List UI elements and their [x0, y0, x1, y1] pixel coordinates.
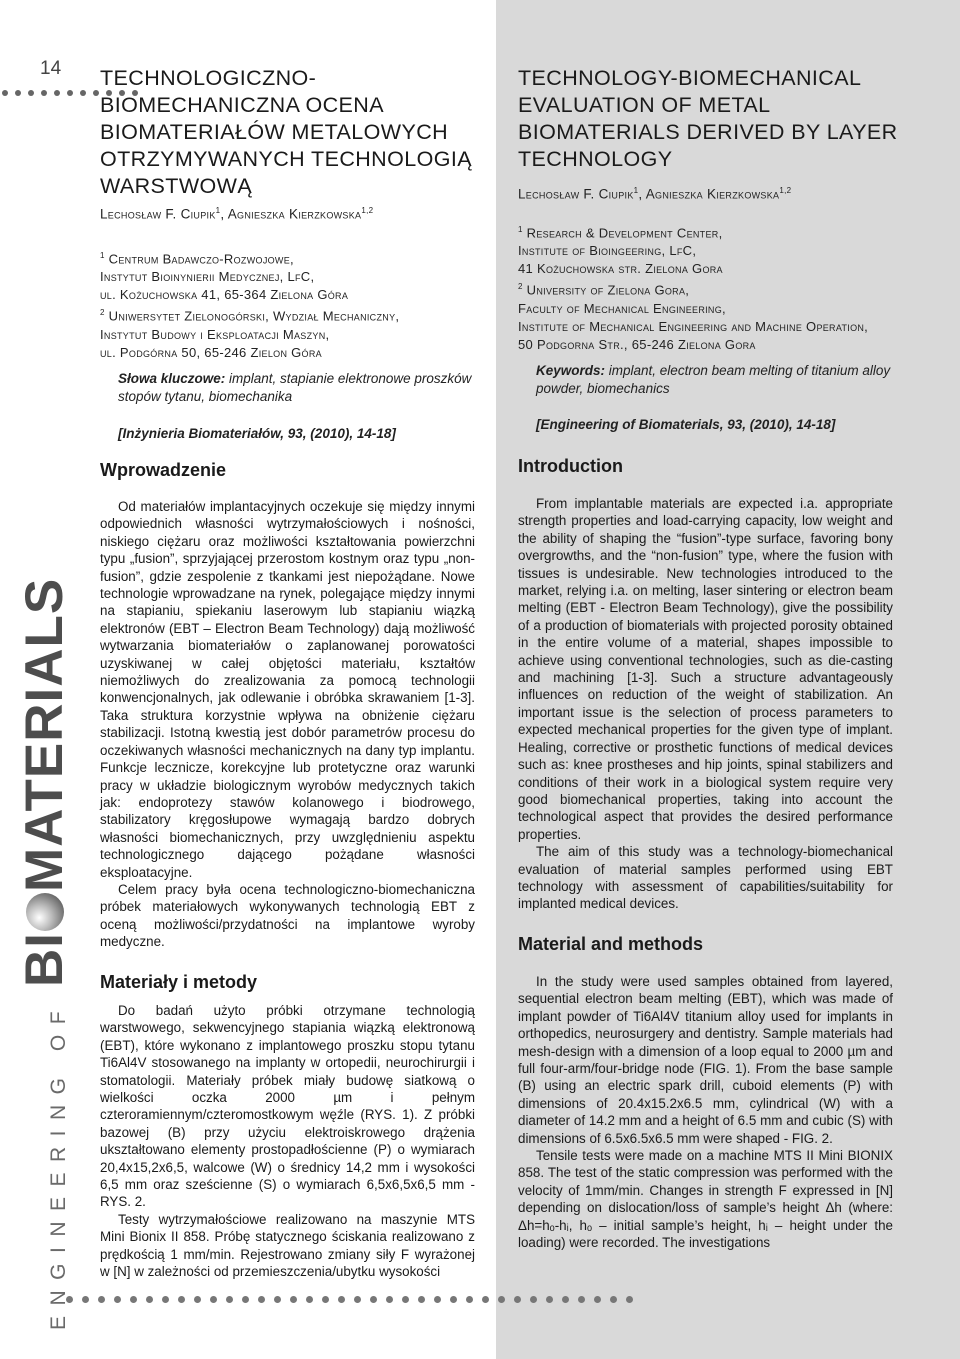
affiliations-polish	[100, 247, 490, 362]
paragraph: The aim of this study was a technology-biomechanical evaluation of material samples performed using EBT technology with assessment of capabilities/suitability for implanted medical devices.	[518, 844, 893, 912]
heading-methods-polish: Materiały i metody	[100, 972, 258, 992]
body-intro-polish	[100, 498, 475, 951]
affil-line: $^2$ University of Zielona Gora,	[518, 282, 690, 298]
paragraph: Tensile tests were made on a machine MTS II Mini BIONIX 858. The test of the static compression was performed with the velocity of 1mm/min. Changes in strength F expressed in [N] depending on dislocation/loss of sample’s height Δh (where: Δh=hₒ-hᵢ, hₒ – initial sample’s height, hᵢ – height under the loading) were recorded. The investigations	[518, 1148, 893, 1251]
brand-small-text: ENGINEERING OF	[47, 1000, 70, 1330]
brand-big-suffix: MATERIALS	[15, 577, 74, 892]
authors-polish: Lechosław F. Ciupik$^1$, Agnieszka Kierzkowska$^{1,2}$	[100, 206, 374, 222]
heading-intro-english: Introduction	[518, 456, 623, 476]
paragraph: Celem pracy była ocena technologiczno-biomechaniczna próbek materiałowych wykonywanych technologią EBT z oceną możliwości/przydatności na implantowe wyroby medyczne.	[100, 881, 475, 950]
paragraph: Testy wytrzymałościowe realizowano na maszynie MTS Mini Bionix II 858. Próbę statycznego ściskania realizowano z prędkością 1 mm/min. Rejestrowano zmiany siły F wyrażonej w [N] w zależności od przemieszczenia/ubytku wysokości	[100, 1211, 475, 1280]
brand-disc-icon	[26, 893, 64, 931]
paragraph: Od materiałów implantacyjnych oczekuje się między innymi odpowiednich własności wytrzymałościowych i nośności, niskiego ciężaru oraz możliwości kształtowania powierzchni typu „fusion”, sprzyjającej przerostom kostnym oraz typu „non-fusion”, gdzie zespolenie z tkankami jest niepożądane. Nowe technologie wprowadzane na rynek, polegające między innymi na stapianiu, spiekaniu laserowym lub stapianiu wiązką elektronów (EBT – Electron Beam Technology) dają możliwość wytwarzania biomateriałów o zaplanowanej porowatości uzyskiwanej w całej objętości materiału, kształtów niemożliwych do zrealizowania za pomocą technologii konwencjonalnych, jak odlewanie i obróbka skrawaniem [1-3]. Taka struktura korzystnie wpływa na obniżenie ciężaru stabilizacji. Istotną kwestią jest dobór parametrów procesu do oczekiwanych własności mechanicznych na dany typ implantu. Funkcje lecznicze, korekcyjne lub protetyczne oraz warunki pracy w układzie biologicznym wyrobów medycznych takich jak: endoprotezy stawów kolanowego i biodrowego, stabilizatory kręgosłupowe wymagają bardzo dobrych własności biomechanicznych, przy uwzględnieniu aspektu technologicznego dającego pożądane własności eksploatacyjne.	[100, 499, 475, 880]
body-intro-english	[518, 495, 893, 913]
paragraph: In the study were used samples obtained from layered, sequential electron beam melting (EBT), which was made of implant powder of Ti6Al4V titanium alloy used for implants in orthopedics, neurosurgery and dentistry. Sample materials had mesh-design with a dimension of a loop equal to 2000 µm and full four-arm/four-bridge node (FIG. 1). From the base sample (B) using an electric spark drill, cuboid elements (P) with dimensions of 20.4x15.2x6.5 mm, cylindrical (W) with a diameter of 14.2 mm and a height of 6.5 mm and cubic (S) with dimensions of 6.5x6.5x6.5 mm were shaped - FIG. 2.	[518, 974, 893, 1146]
body-methods-polish	[100, 1002, 475, 1281]
affil-line: $^1$ Centrum Badawczo-Rozwojowe,	[100, 251, 294, 267]
citation-polish: [Inżynieria Biomateriałów, 93, (2010), 14-18]	[118, 426, 396, 441]
journal-brand-logo	[15, 577, 74, 1330]
affil-line: Instytut Bioinynierii Medycznej, LfC,	[100, 269, 315, 285]
authors-english: Lechosław F. Ciupik$^1$, Agnieszka Kierzkowska$^{1,2}$	[518, 186, 792, 202]
affiliations-english	[518, 221, 948, 354]
affil-line: Instytut Budowy i Eksploatacji Maszyn,	[100, 326, 330, 342]
affil-line: 50 Podgorna Str., 65-246 Zielona Gora	[518, 336, 756, 352]
affil-line: Faculty of Mechanical Engineering,	[518, 300, 726, 316]
citation-english: [Engineering of Biomaterials, 93, (2010), 14-18]	[536, 417, 836, 432]
affil-line: $^2$ Uniwersytet Zielonogórski, Wydział Mechaniczny,	[100, 308, 400, 324]
paragraph: Do badań użyto próbki otrzymane technologią warstwowego, sekwencyjnego stapiania wiązką elektronową (EBT), które wykonano z implantowego proszku stopu tytanu Ti6Al4V stosowanego na implanty w ortopedii, neurochirurgii i stomatologii. Materiały próbek miały budowę siatkową o wielkości oczka 2000 µm i pełnym czteroramiennym/czteromostkowym węźle (RYS. 1). Z próbki bazowej (B) przy użyciu elektroiskrowego drążenia ukształtowano elementy prostopadłościenne (P) o wymiarach 20,4x15,2x6,5, walcowe (W) o średnicy 14,2 mm i wysokości 6,5 mm oraz sześcienne (S) o wymiarach 6,5x6,5x6,5 mm - RYS. 2.	[100, 1003, 475, 1210]
affil-line: Institute of Bioingeering, LfC,	[518, 243, 697, 259]
heading-intro-polish: Wprowadzenie	[100, 460, 227, 480]
affil-line: $^1$ Research & Development Center,	[518, 225, 723, 241]
affil-line: 41 Kożuchowska str. Zielona Gora	[518, 261, 723, 277]
affil-line: ul. Podgórna 50, 65-246 Zielon Góra	[100, 344, 322, 360]
brand-big-text	[15, 577, 74, 987]
affil-line: ul. Kożuchowska 41, 65-364 Zielona Góra	[100, 287, 349, 303]
keywords-polish: Słowa kluczowe: implant, stapianie elektronowe proszków stopów tytanu, biomechanika	[118, 371, 472, 404]
affil-line: Institute of Mechanical Engineering and Machine Operation,	[518, 318, 869, 334]
brand-big-prefix: BI	[15, 931, 74, 987]
page-number: 14	[40, 58, 62, 79]
dot-rule-bottom	[66, 1296, 633, 1303]
title-polish: TECHNOLOGICZNO-BIOMECHANICZNA OCENA BIOMATERIAŁÓW METALOWYCH OTRZYMYWANYCH TECHNOLOGIĄ WARSTWOWĄ	[100, 66, 472, 198]
body-methods-english	[518, 973, 893, 1252]
heading-methods-english: Material and methods	[518, 934, 704, 954]
paragraph: From implantable materials are expected i.a. appropriate strength properties and load-carrying capacity, low weight and the ability of shaping the “fusion”-type surface, favoring bony overgrowths, and the “non-fusion” type, where the fusion with tissues is undesirable. New technologies introduced to the market, relying i.a. on melting, laser sintering or electron beam melting (EBT - Electron Beam Technology), give the possibility of a production of biomaterials with projected porosity obtained in the entire volume of a material, shapes impossible to achieve using conventional technologies, such as die-casting and machining [1-3]. Such a structure advantageously influences on reduction of the weight of stabilization. An important issue is the selection of process parameters to expected mechanical properties for the given type of implant. Healing, corrective or prosthetic functions of medical devices such as: knee prostheses and hip joints, spinal stabilizers and conditions of their work in a biological system require very good biomechanical properties, taking into account the technological aspect that provides the desired performance properties.	[518, 496, 893, 842]
title-english: TECHNOLOGY-BIOMECHANICAL EVALUATION OF METAL BIOMATERIALS DERIVED BY LAYER TECHNOLOGY	[518, 66, 898, 171]
keywords-english: Keywords: implant, electron beam melting of titanium alloy powder, biomechanics	[536, 363, 891, 396]
